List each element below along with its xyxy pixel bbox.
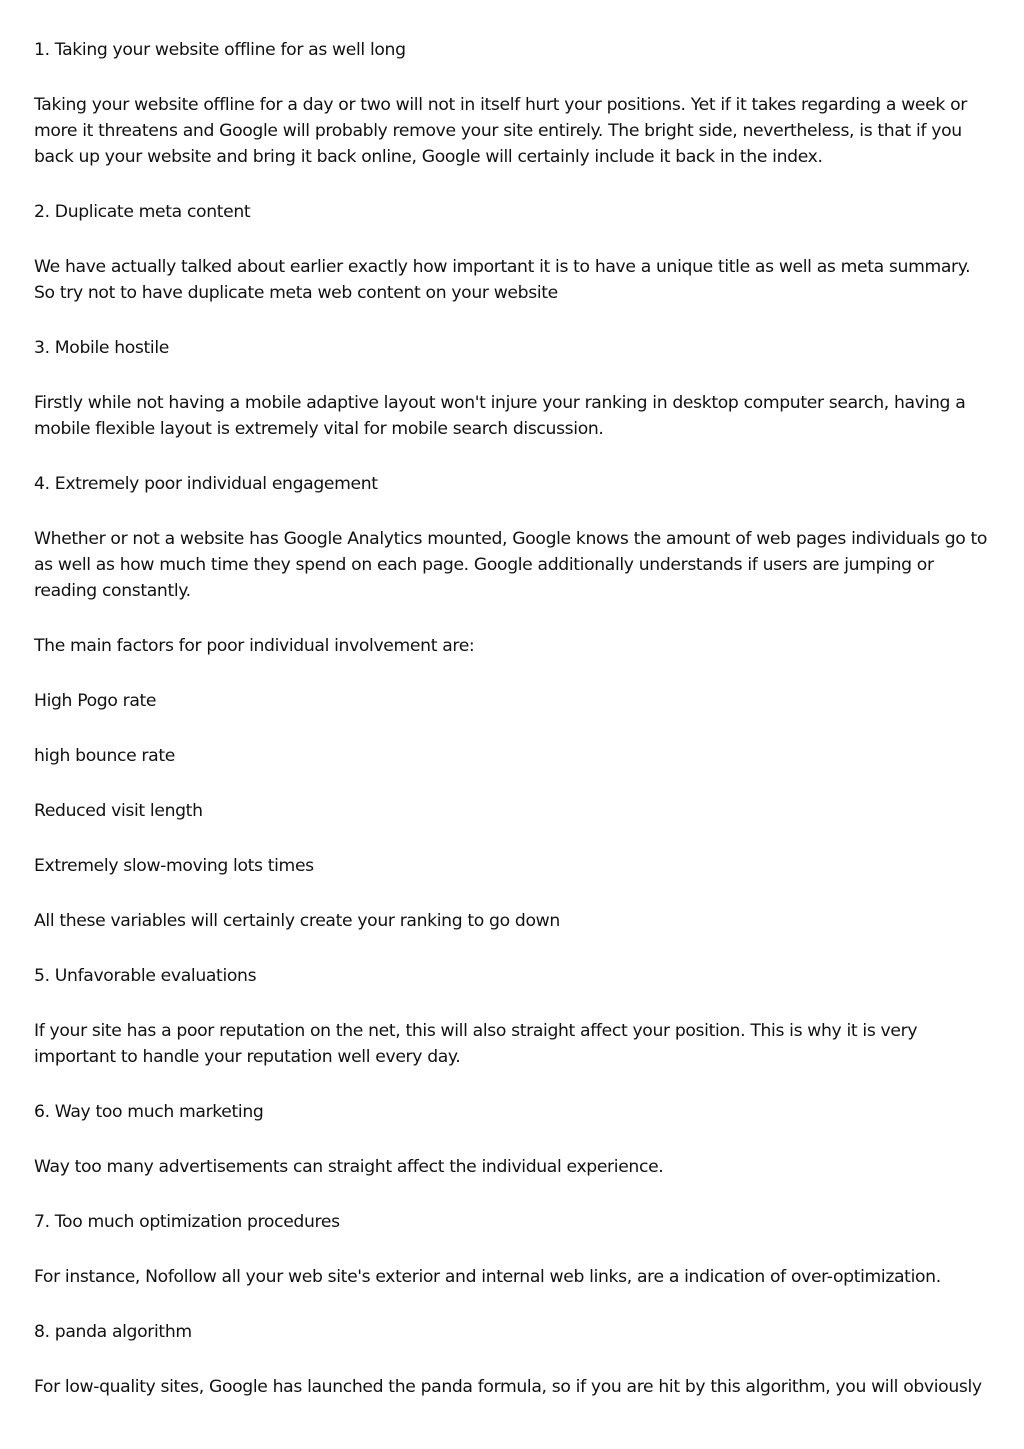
heading-8: 8. panda algorithm [34, 1322, 192, 1342]
heading-6: 6. Way too much marketing [34, 1102, 264, 1122]
list-conclusion: All these variables will certainly create your ranking to go down [34, 911, 560, 931]
list-item: Extremely slow-moving lots times [34, 856, 314, 876]
list-item: high bounce rate [34, 746, 175, 766]
list-intro: The main factors for poor individual involvement are: [34, 636, 475, 656]
heading-5: 5. Unfavorable evaluations [34, 966, 257, 986]
paragraph-3: Firstly while not having a mobile adaptive layout won't injure your ranking in desktop computer search, having a mobile flexible layout is extremely vital for mobile search discussion. [34, 393, 966, 439]
paragraph-8: For low-quality sites, Google has launched the panda formula, so if you are hit by this algorithm, you will obviously [34, 1377, 982, 1397]
heading-1: 1. Taking your website offline for as well long [34, 40, 406, 60]
paragraph-2: We have actually talked about earlier exactly how important it is to have a unique title as well as meta summary. So try not to have duplicate meta web content on your website [34, 257, 971, 303]
paragraph-5: If your site has a poor reputation on the net, this will also straight affect your position. This is why it is very important to handle your reputation well every day. [34, 1021, 918, 1067]
heading-2: 2. Duplicate meta content [34, 202, 251, 222]
heading-7: 7. Too much optimization procedures [34, 1212, 340, 1232]
heading-4: 4. Extremely poor individual engagement [34, 474, 378, 494]
paragraph-6: Way too many advertisements can straight affect the individual experience. [34, 1157, 664, 1177]
paragraph-1: Taking your website offline for a day or two will not in itself hurt your positions. Yet if it takes regarding a week or more it threatens and Google will probably remove your site entirely. The bright side, nevertheless, is that if you back up your website and bring it back online, Google will certainly include it back in the index. [34, 95, 967, 167]
paragraph-7: For instance, Nofollow all your web site's exterior and internal web links, are a indication of over-optimization. [34, 1267, 941, 1287]
heading-3: 3. Mobile hostile [34, 338, 169, 358]
document-body [34, 37, 994, 1429]
list-item: Reduced visit length [34, 801, 203, 821]
paragraph-4: Whether or not a website has Google Analytics mounted, Google knows the amount of web pages individuals go to as well as how much time they spend on each page. Google additionally understands if users are jumping or reading constantly. [34, 529, 988, 601]
list-item: High Pogo rate [34, 691, 157, 711]
